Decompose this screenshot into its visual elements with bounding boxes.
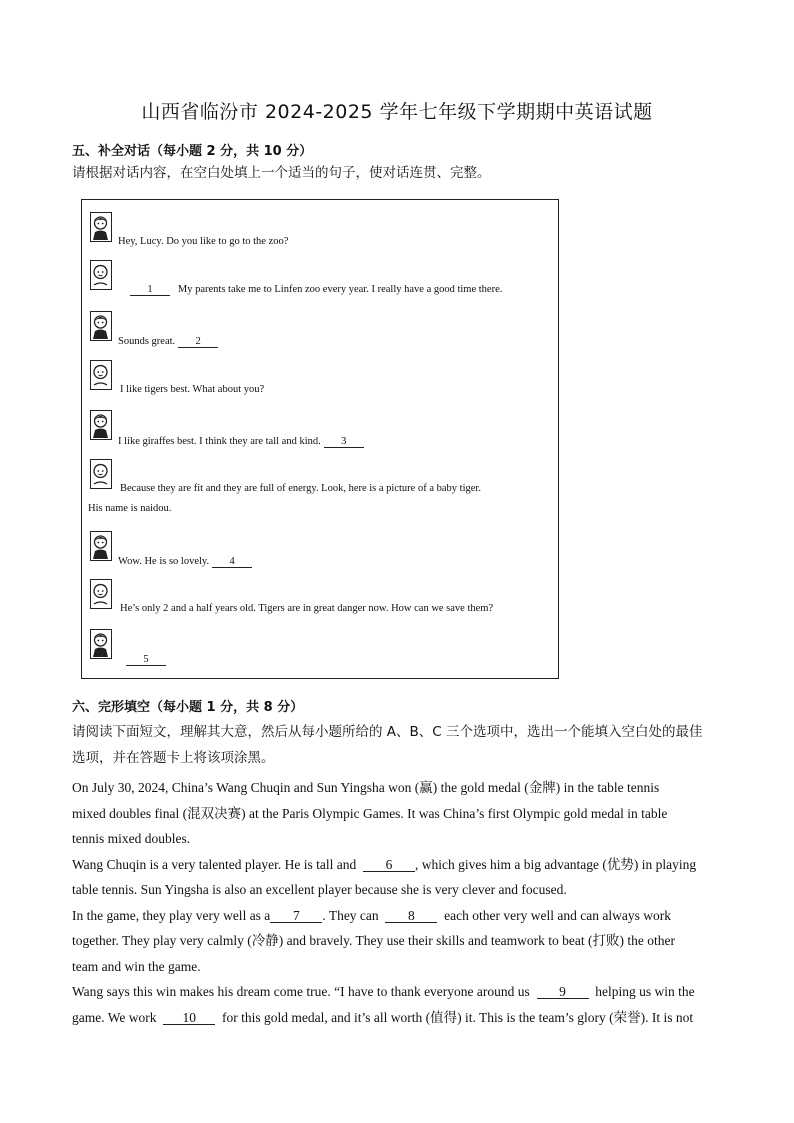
passage-text: Wang says this win makes his dream come true. “I have to thank everyone around us (72, 984, 530, 999)
passage-line (72, 852, 722, 878)
blank-1[interactable]: 1 (130, 284, 170, 296)
blank-9[interactable]: 9 (537, 985, 589, 999)
dialog-line-3-text: Sounds great. (118, 336, 176, 347)
passage-line (72, 903, 722, 929)
girl-avatar-icon (90, 579, 112, 609)
blank-8[interactable]: 8 (385, 909, 437, 923)
blank-5[interactable]: 5 (126, 654, 166, 666)
blank-4[interactable]: 4 (212, 556, 252, 568)
girl-avatar-icon (90, 260, 112, 290)
page-title: 山西省临汾市 2024-2025 学年七年级下学期期中英语试题 (141, 101, 653, 123)
dialog-line-7 (118, 556, 252, 568)
boy-avatar-icon (90, 531, 112, 561)
passage-text: helping us win the (595, 984, 695, 999)
dialog-box (81, 199, 559, 679)
passage (72, 775, 722, 1030)
dialog-line-2 (127, 284, 502, 296)
passage-text: In the game, they play very well as a (72, 907, 271, 923)
dialog-line-2-text: My parents take me to Linfen zoo every year. I really have a good time there. (177, 284, 503, 295)
boy-avatar-icon (90, 410, 112, 440)
dialog-line-5-text: I like giraffes best. I think they are tall and kind. (118, 436, 321, 447)
section6-instruction-1: 请阅读下面短文，理解其大意，然后从每小题所给的 A、B、C 三个选项中，选出一个能填入空白处的最佳 (72, 724, 703, 740)
passage-text: for this gold medal, and it’s all worth (值得) it. This is the team’s glory (荣誉). It is not (222, 1009, 694, 1025)
section5-instruction: 请根据对话内容，在空白处填上一个适当的句子，使对话连贯、完整。 (72, 165, 491, 181)
passage-text: game. We work (72, 1009, 157, 1025)
passage-text: Wang Chuqin is a very talented player. He is tall and (72, 856, 357, 872)
dialog-line-6-cont: His name is naidou. (88, 503, 172, 514)
passage-line (72, 1005, 722, 1031)
passage-line: table tennis. Sun Yingsha is also an excellent player because she is very clever and focused. (72, 882, 567, 897)
blank-2[interactable]: 2 (178, 336, 218, 348)
passage-line: On July 30, 2024, China’s Wang Chuqin and Sun Yingsha won (赢) the gold medal (金牌) in the table tennis (72, 780, 660, 795)
dialog-line-1: Hey, Lucy. Do you like to go to the zoo? (118, 236, 289, 247)
blank-7[interactable]: 7 (270, 909, 322, 923)
boy-avatar-icon (90, 212, 112, 242)
section6-instruction-2: 选项，并在答题卡上将该项涂黑。 (72, 750, 275, 766)
blank-10[interactable]: 10 (163, 1011, 215, 1025)
dialog-line-6: Because they are fit and they are full of energy. Look, here is a picture of a baby tiger. (120, 483, 481, 494)
passage-line: mixed doubles final (混双决赛) at the Paris Olympic Games. It was China’s first Olympic gold medal in table (72, 805, 668, 821)
blank-6[interactable]: 6 (363, 858, 415, 872)
boy-avatar-icon (90, 629, 112, 659)
passage-text: each other very well and can always work (444, 907, 671, 923)
dialog-line-5 (118, 436, 364, 448)
boy-avatar-icon (90, 311, 112, 341)
dialog-line-3 (118, 336, 218, 348)
girl-avatar-icon (90, 360, 112, 390)
passage-line: team and win the game. (72, 958, 201, 974)
dialog-line-9 (123, 654, 166, 666)
passage-line: together. They play very calmly (冷静) and bravely. They use their skills and teamwork to beat (打败) the other (72, 933, 675, 948)
section6-heading: 六、完形填空（每小题 1 分，共 8 分） (72, 700, 304, 715)
passage-text: , which gives him a big advantage (优势) in playing (414, 856, 697, 872)
dialog-line-8: He’s only 2 and a half years old. Tigers are in great danger now. How can we save them? (120, 603, 494, 614)
blank-3[interactable]: 3 (324, 436, 364, 448)
section5-heading: 五、补全对话（每小题 2 分，共 10 分） (72, 144, 313, 159)
girl-avatar-icon (90, 459, 112, 489)
dialog-line-7-text: Wow. He is so lovely. (118, 556, 210, 567)
passage-line (72, 979, 722, 1005)
dialog-line-4: I like tigers best. What about you? (120, 384, 265, 395)
passage-line: tennis mixed doubles. (72, 831, 191, 846)
passage-text: . They can (322, 907, 379, 923)
